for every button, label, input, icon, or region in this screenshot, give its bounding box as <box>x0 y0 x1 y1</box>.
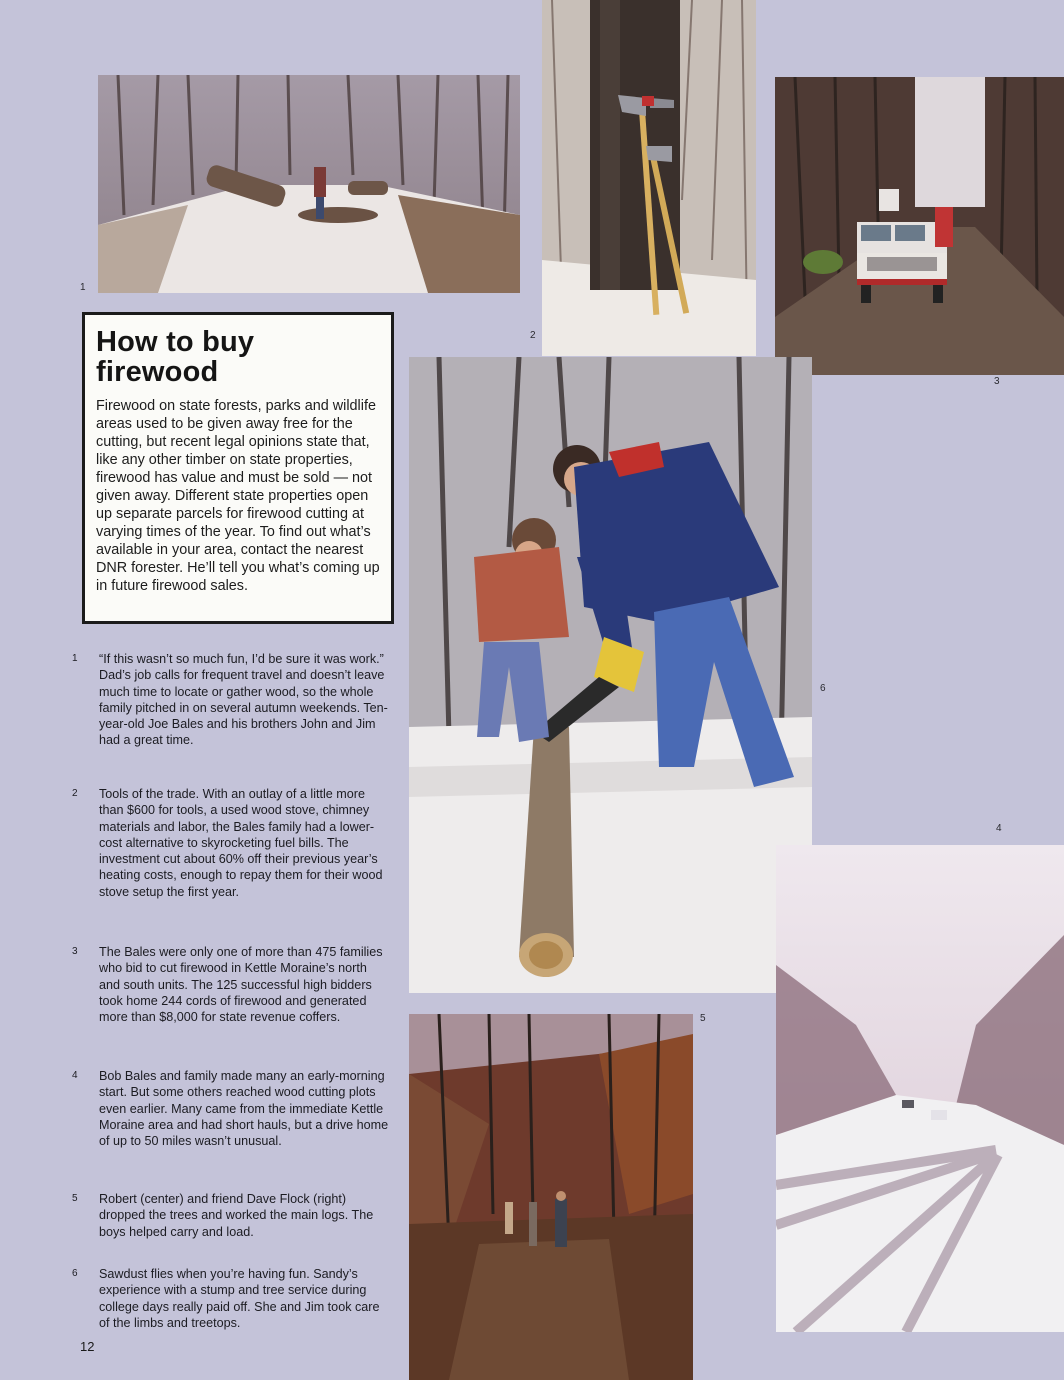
photo-number-6: 6 <box>820 683 826 694</box>
caption-number: 5 <box>72 1193 78 1204</box>
photo-chainsaw-snow <box>409 357 812 993</box>
photo-number-4: 4 <box>996 823 1002 834</box>
caption-6 <box>72 1266 392 1331</box>
caption-number: 4 <box>72 1070 78 1081</box>
photo-number-3: 3 <box>994 376 1000 387</box>
caption-2 <box>72 786 392 900</box>
caption-3 <box>72 944 392 1025</box>
caption-number: 2 <box>72 788 78 799</box>
photo-forest-path <box>98 75 520 293</box>
sidebar-title <box>96 327 383 387</box>
caption-text: Bob Bales and family made many an early-morning start. But some others reached wood cutting plots even earlier. Many came from the immediate Kettle Moraine area and had short hauls, but a drive home of up to 50 miles wasn’t unusual. <box>99 1069 389 1149</box>
sidebar-title-line2: firewood <box>96 356 219 388</box>
photo-axes-tree <box>542 0 756 356</box>
photo-autumn-woods <box>409 1014 693 1380</box>
caption-number: 3 <box>72 946 78 957</box>
photo-number-5: 5 <box>700 1013 706 1024</box>
caption-number: 6 <box>72 1268 78 1279</box>
sidebar-title-line1: How to buy <box>96 326 255 358</box>
photo-snowy-road <box>776 845 1064 1332</box>
caption-text: “If this wasn’t so much fun, I’d be sure it was work.” Dad’s job calls for frequent travel and doesn’t leave much time to locate or gather wood, so the whole family pitched in on several autumn weekends. Ten-year-old Joe Bales and his brothers John and Jim had a great time. <box>99 652 388 748</box>
photo-truck-road <box>775 77 1064 375</box>
photo-number-2: 2 <box>530 330 536 341</box>
photo-number-1: 1 <box>80 282 86 293</box>
sidebar-how-to-buy <box>82 312 394 624</box>
caption-4 <box>72 1068 392 1149</box>
page-number: 12 <box>80 1339 95 1354</box>
caption-1 <box>72 651 392 749</box>
caption-text: Robert (center) and friend Dave Flock (right) dropped the trees and worked the main logs. The boys helped carry and load. <box>99 1192 374 1239</box>
caption-5 <box>72 1191 392 1240</box>
caption-number: 1 <box>72 653 78 664</box>
sidebar-body: Firewood on state forests, parks and wildlife areas used to be given away free for the cutting, but recent legal opinions state that, like any other timber on state properties, firewood has value and must be sold — not given away. Different state properties open up separate parcels for firewood cutting at varying times of the year. To find out what’s available in your area, contact the nearest DNR forester. He’ll tell you what’s coming up in future firewood sales. <box>96 398 380 594</box>
caption-text: Sawdust flies when you’re having fun. Sandy’s experience with a stump and tree service during college days really paid off. She and Jim took care of the limbs and treetops. <box>99 1267 380 1330</box>
caption-text: Tools of the trade. With an outlay of a little more than $600 for tools, a used wood stove, chimney materials and labor, the Bales family had a lower-cost alternative to skyrocketing fuel bills. The investment cut about 60% off their previous year’s heating costs, enough to repay them for their wood stove setup the first year. <box>99 787 383 899</box>
caption-text: The Bales were only one of more than 475 families who bid to cut firewood in Kettle Moraine’s north and south units. The 125 successful high bidders took home 244 cords of firewood and generated more than $8,000 for state revenue coffers. <box>99 945 383 1025</box>
